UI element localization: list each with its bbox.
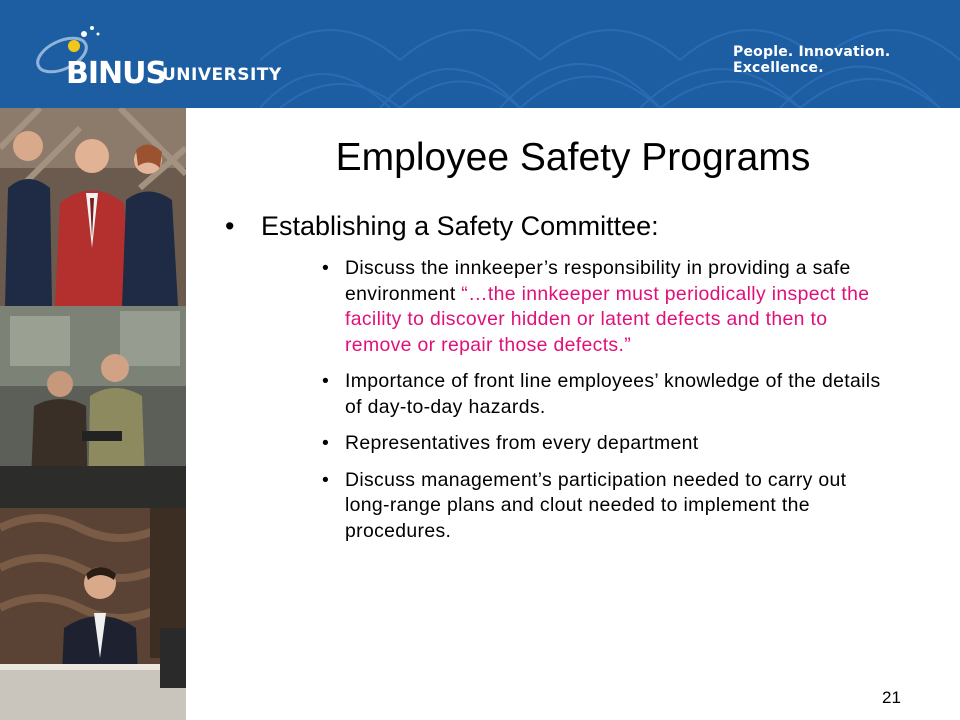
header-banner bbox=[0, 0, 960, 108]
bullet-icon: • bbox=[322, 257, 330, 279]
photo-front-desk bbox=[0, 306, 186, 508]
sub-bullet-text: Importance of front line employees’ knowledge of the details of day-to-day hazards. bbox=[345, 370, 881, 418]
photo-receptionist bbox=[0, 508, 186, 720]
header-tagline: People. Innovation. Excellence. bbox=[733, 44, 891, 76]
list-item bbox=[322, 468, 882, 545]
photo-strip bbox=[0, 108, 186, 720]
bullet-icon: • bbox=[322, 432, 330, 454]
main-bullet-text: Establishing a Safety Committee: bbox=[261, 211, 659, 241]
list-item bbox=[322, 369, 882, 420]
logo-wordmark: BINUS bbox=[66, 56, 167, 91]
sub-bullet-text: Discuss management’s participation needed to carry out long-range plans and clout needed to implement the procedures. bbox=[345, 468, 847, 542]
sub-bullet-text: Discuss the innkeeper’s responsibility in providing a safe environment bbox=[345, 257, 851, 305]
sub-bullet-list bbox=[322, 256, 882, 555]
logo-university-text: UNIVERSITY bbox=[162, 65, 282, 85]
bullet-icon: • bbox=[322, 370, 330, 392]
photo-hotel-staff bbox=[0, 108, 186, 306]
binus-logo bbox=[22, 20, 302, 100]
list-item bbox=[322, 256, 882, 358]
sub-bullet-text: Representatives from every department bbox=[345, 432, 699, 454]
bullet-icon: • bbox=[322, 468, 330, 491]
sub-bullet-quote: “…the innkeeper must periodically inspect the facility to discover hidden or latent defects and then to remove or repair those defects.” bbox=[345, 282, 870, 356]
list-item bbox=[322, 431, 882, 457]
page-number: 21 bbox=[882, 688, 901, 707]
bullet-icon: • bbox=[225, 211, 235, 241]
slide-title: Employee Safety Programs bbox=[335, 136, 811, 179]
